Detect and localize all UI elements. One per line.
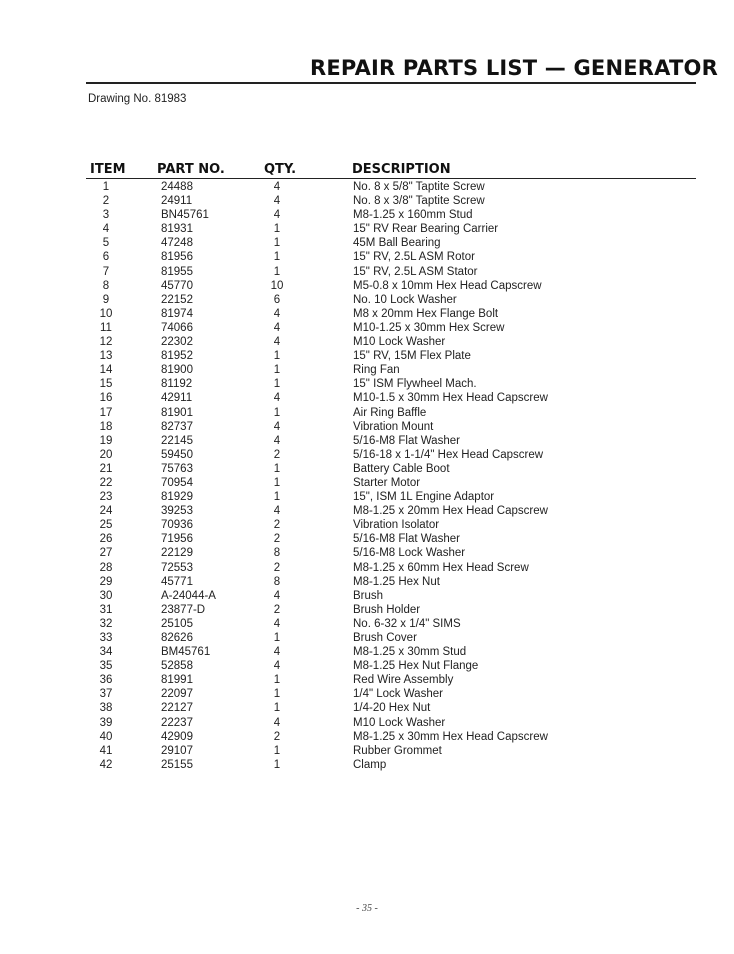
table-row [0,406,734,420]
table-row [0,236,734,250]
part-number: 29107 [161,744,193,757]
quantity: 1 [273,674,281,687]
description: Clamp [353,758,387,771]
item-number: 3 [102,209,110,222]
item-number: 41 [99,744,113,757]
table-row [0,603,734,617]
quantity: 4 [273,434,281,447]
table-row [0,589,734,603]
table-row [0,420,734,434]
quantity: 1 [273,632,281,644]
description: 15" RV, 2.5L ASM Rotor [353,251,475,264]
quantity: 4 [273,617,281,630]
table-row [0,349,734,363]
description: 5/16-18 x 1-1/4" Hex Head Capscrew [353,448,544,461]
quantity: 4 [273,660,281,673]
table-row [0,504,734,518]
table-row [0,363,734,377]
table-row [0,377,734,391]
description: M8-1.25 x 30mm Stud [353,646,467,659]
item-number: 7 [102,265,110,278]
part-number: 22097 [161,688,193,701]
description: No. 8 x 5/8" Taptite Screw [353,181,485,193]
part-number: 45770 [161,279,193,292]
description: 15" RV, 2.5L ASM Stator [353,265,478,278]
description: Brush Holder [353,603,421,616]
part-number: 42911 [161,392,193,405]
description: No. 8 x 3/8" Taptite Screw [353,195,485,208]
table-row [0,673,734,687]
quantity: 4 [273,646,281,659]
description: 15" RV Rear Bearing Carrier [353,223,499,236]
description: Vibration Isolator [353,519,440,532]
part-number: 42909 [161,730,193,743]
item-number: 1 [102,181,110,193]
item-number: 39 [99,716,113,729]
description: M8-1.25 x 60mm Hex Head Screw [353,561,529,574]
table-row [0,561,734,575]
part-number: 70954 [161,476,193,489]
quantity: 2 [273,448,281,461]
item-number: 20 [99,448,113,461]
part-number: 81192 [161,378,193,391]
quantity: 1 [273,491,281,504]
table-row [0,250,734,264]
part-number: 81901 [161,406,193,419]
part-number: 24488 [161,181,193,193]
table-row [0,265,734,279]
part-number: 81929 [161,491,193,504]
description: Starter Motor [353,476,421,489]
part-number: 52858 [161,660,193,673]
description: 5/16-M8 Lock Washer [353,547,466,560]
item-number: 38 [99,702,113,715]
item-number: 19 [99,434,113,447]
table-row [0,532,734,546]
item-number: 10 [99,307,113,320]
quantity: 1 [273,364,281,377]
item-number: 13 [99,350,113,363]
table-row [0,391,734,405]
part-number: 22302 [161,336,193,349]
part-number: A-24044-A [161,589,216,602]
parts-table [0,180,734,772]
table-row [0,293,734,307]
quantity: 1 [273,406,281,419]
header-description: DESCRIPTION [352,162,451,177]
quantity: 1 [273,378,281,391]
page-number: - 35 - [356,903,378,914]
part-number: 22237 [161,716,193,729]
item-number: 22 [99,476,113,489]
quantity: 1 [273,476,281,489]
header-part-no: PART NO. [157,162,225,177]
quantity: 1 [273,688,281,701]
description: Vibration Mount [353,420,434,433]
item-number: 15 [99,378,113,391]
table-row [0,335,734,349]
table-row [0,222,734,236]
description: M10-1.25 x 30mm Hex Screw [353,321,505,334]
description: M5-0.8 x 10mm Hex Head Capscrew [353,279,542,292]
item-number: 17 [99,406,113,419]
part-number: 75763 [161,462,193,475]
quantity: 4 [273,195,281,208]
quantity: 1 [273,702,281,715]
part-number: 47248 [161,237,193,250]
table-row [0,462,734,476]
table-row [0,321,734,335]
part-number: 72553 [161,561,193,574]
quantity: 2 [273,561,281,574]
item-number: 25 [99,519,113,532]
description: 5/16-M8 Flat Washer [353,434,460,447]
description: 45M Ball Bearing [353,237,441,250]
quantity: 4 [273,209,281,222]
description: Red Wire Assembly [353,674,454,687]
item-number: 40 [99,730,113,743]
description: 1/4" Lock Washer [353,688,443,701]
item-number: 26 [99,533,113,546]
description: 5/16-M8 Flat Washer [353,533,460,546]
table-row [0,546,734,560]
quantity: 4 [273,392,281,405]
item-number: 18 [99,420,113,433]
header-qty: QTY. [264,162,297,177]
table-row [0,701,734,715]
description: Air Ring Baffle [353,406,427,419]
table-row [0,434,734,448]
quantity: 10 [270,279,284,292]
quantity: 2 [273,519,281,532]
item-number: 23 [99,491,113,504]
table-row [0,617,734,631]
table-row [0,307,734,321]
part-number: 81900 [161,364,193,377]
description: Rubber Grommet [353,744,442,757]
item-number: 29 [99,575,113,588]
title-divider [86,82,696,84]
part-number: 22145 [161,434,193,447]
part-number: BM45761 [161,646,211,659]
item-number: 6 [102,251,110,264]
part-number: 81974 [161,307,193,320]
item-number: 31 [99,603,113,616]
part-number: 22152 [161,293,193,306]
part-number: 22129 [161,547,193,560]
quantity: 1 [273,251,281,264]
table-row [0,631,734,645]
item-number: 28 [99,561,113,574]
quantity: 4 [273,307,281,320]
table-row [0,448,734,462]
page-title: REPAIR PARTS LIST — GENERATOR [310,56,718,80]
part-number: BN45761 [161,209,209,222]
table-row [0,180,734,194]
item-number: 35 [99,660,113,673]
part-number: 71956 [161,533,193,546]
quantity: 1 [273,237,281,250]
item-number: 30 [99,589,113,602]
table-row [0,476,734,490]
part-number: 81956 [161,251,193,264]
quantity: 2 [273,603,281,616]
item-number: 42 [99,758,113,771]
drawing-number: Drawing No. 81983 [88,93,187,105]
description: Brush Cover [353,632,417,644]
description: M8-1.25 x 20mm Hex Head Capscrew [353,505,548,518]
part-number: 25105 [161,617,193,630]
part-number: 81955 [161,265,193,278]
table-row [0,208,734,222]
quantity: 4 [273,589,281,602]
table-row [0,730,734,744]
description: M8-1.25 Hex Nut Flange [353,660,479,673]
item-number: 27 [99,547,113,560]
quantity: 1 [273,265,281,278]
part-number: 81952 [161,350,193,363]
quantity: 8 [273,547,281,560]
item-number: 21 [99,462,113,475]
description: M10-1.5 x 30mm Hex Head Capscrew [353,392,548,405]
table-row [0,659,734,673]
description: Ring Fan [353,364,400,377]
table-row [0,194,734,208]
quantity: 1 [273,744,281,757]
item-number: 33 [99,632,113,644]
table-row [0,518,734,532]
part-number: 39253 [161,505,193,518]
item-number: 11 [100,321,112,334]
part-number: 81931 [161,223,193,236]
part-number: 81991 [161,674,193,687]
description: M8-1.25 Hex Nut [353,575,440,588]
description: 15" ISM Flywheel Mach. [353,378,477,391]
table-row [0,575,734,589]
table-row [0,687,734,701]
part-number: 25155 [161,758,193,771]
item-number: 34 [99,646,113,659]
description: M10 Lock Washer [353,336,446,349]
part-number: 82737 [161,420,193,433]
quantity: 1 [273,223,281,236]
quantity: 1 [273,462,281,475]
description: No. 6-32 x 1/4" SIMS [353,617,461,630]
description: M8-1.25 x 30mm Hex Head Capscrew [353,730,548,743]
part-number: 74066 [161,321,193,334]
quantity: 1 [273,758,281,771]
item-number: 37 [99,688,113,701]
part-number: 70936 [161,519,193,532]
description: M8-1.25 x 160mm Stud [353,209,473,222]
table-row [0,645,734,659]
quantity: 2 [273,533,281,546]
table-row [0,758,734,772]
table-row [0,279,734,293]
item-number: 12 [99,336,113,349]
table-row [0,490,734,504]
part-number: 45771 [161,575,193,588]
quantity: 1 [273,350,281,363]
item-number: 8 [102,279,110,292]
quantity: 6 [273,293,281,306]
header-item: ITEM [90,162,126,177]
quantity: 4 [273,716,281,729]
description: Brush [353,589,384,602]
description: No. 10 Lock Washer [353,293,457,306]
part-number: 23877-D [161,603,206,616]
item-number: 5 [102,237,110,250]
part-number: 59450 [161,448,193,461]
description: 15" RV, 15M Flex Plate [353,350,471,363]
item-number: 9 [102,293,110,306]
part-number: 22127 [161,702,193,715]
quantity: 4 [273,336,281,349]
table-row [0,716,734,730]
description: 15", ISM 1L Engine Adaptor [353,491,495,504]
description: 1/4-20 Hex Nut [353,702,431,715]
item-number: 4 [102,223,110,236]
table-row [0,744,734,758]
quantity: 4 [273,420,281,433]
quantity: 8 [273,575,281,588]
description: Battery Cable Boot [353,462,450,475]
description: M10 Lock Washer [353,716,446,729]
item-number: 36 [99,674,113,687]
description: M8 x 20mm Hex Flange Bolt [353,307,499,320]
quantity: 4 [273,181,281,193]
header-divider [86,178,696,179]
quantity: 2 [273,730,281,743]
item-number: 16 [99,392,113,405]
item-number: 32 [99,617,113,630]
quantity: 4 [273,505,281,518]
item-number: 14 [99,364,113,377]
part-number: 24911 [161,195,193,208]
item-number: 24 [99,505,113,518]
part-number: 82626 [161,632,193,644]
item-number: 2 [102,195,110,208]
quantity: 4 [273,321,281,334]
